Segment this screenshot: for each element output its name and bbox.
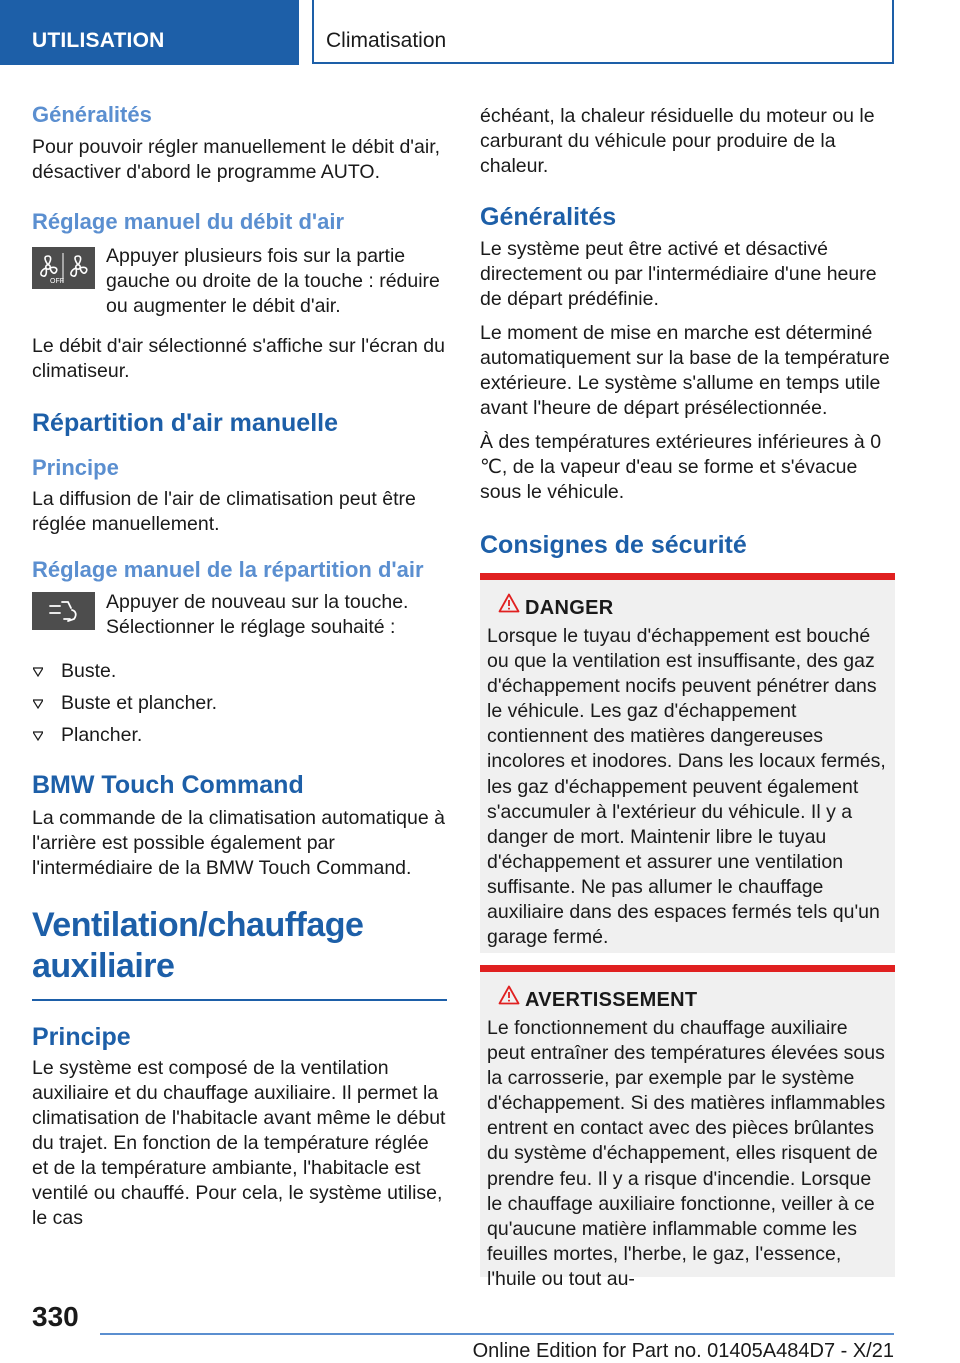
warning-notice [480, 965, 895, 1290]
paragraph-debit-affiche: Le débit d'air sélectionné s'affiche sur l'écran du climatiseur. [32, 335, 445, 382]
heading-principe: Principe [32, 455, 119, 480]
heading-repartition: Répartition d'air manuelle [32, 409, 339, 437]
left-column [32, 100, 447, 1231]
chapter-title: Climatisation [326, 29, 447, 52]
heading-generalites: Généralités [32, 102, 152, 127]
heading-consignes: Consignes de sécurité [480, 531, 747, 559]
paragraph-reglage-repartition: Appuyer de nouveau sur la touche. Sélectionner le réglage souhaité : [106, 591, 409, 638]
triangle-bullet-icon [33, 731, 43, 741]
heading-ventilation: Ventilation/chauffage auxiliaire [32, 906, 364, 985]
chapter-tab [312, 0, 894, 64]
warning-text: Le fonctionnement du chauffage auxiliaire peut entraîner des températures élevées sous la carrosserie, par exemple par le système d'échappement. Si des matières inflammables entrent en contact avec des pièces brûlantes du système d'échappement, elles risquent de prendre feu. Il y a risque d'incendie. Lorsque le chauffage auxiliaire fonctionne, veiller à ce qu'aucune matière inflammable comme les feuilles mortes, l'herbe, le gaz, l'essence, l'huile ou tout au- [487, 1017, 886, 1290]
warning-title [487, 982, 887, 1016]
heading-generalites-2: Généralités [480, 203, 617, 231]
paragraph-generalites-3: À des températures extérieures inférieures à 0 ℃, de la vapeur d'eau se forme et s'évacue sous le véhicule. [480, 431, 882, 503]
page-number: 330 [32, 1301, 79, 1332]
footer-rule [100, 1333, 894, 1335]
danger-notice [480, 573, 895, 953]
right-column [480, 104, 895, 561]
fan-button-row [32, 244, 447, 319]
paragraph-generalites-1: Le système peut être activé et désactivé directement ou par l'intermédiaire d'une heure de départ prédéfinie. [480, 238, 877, 310]
heading-principe-2: Principe [32, 1023, 131, 1051]
list-item: Plancher. [32, 723, 447, 748]
warning-label: AVERTISSEMENT [525, 989, 698, 1011]
fan-button-image [32, 247, 95, 289]
paragraph-touch-command: La commande de la climatisation automatique à l'arrière est possible également par l'intermédiaire de la BMW Touch Command. [32, 807, 445, 879]
paragraph-generalites: Pour pouvoir régler manuellement le débit d'air, désactiver d'abord le programme AUTO. [32, 136, 441, 183]
section-title: UTILISATION [32, 29, 165, 52]
distribution-options-list [32, 659, 447, 748]
warning-triangle-icon [498, 593, 520, 613]
paragraph-generalites-2: Le moment de mise en marche est déterminé automatiquement sur la base de la température extérieure. Le système s'allume en temps utile avant l'heure de départ présélectionnée. [480, 322, 890, 419]
triangle-bullet-icon [33, 699, 43, 709]
triangle-bullet-icon [33, 667, 43, 677]
list-item: Buste. [32, 659, 447, 684]
heading-reglage-debit: Réglage manuel du débit d'air [32, 209, 345, 234]
list-item: Buste et plancher. [32, 691, 447, 716]
paragraph-continuation: échéant, la chaleur résiduelle du moteur ou le carburant du véhicule pour produire de la chaleur. [480, 105, 875, 177]
fan-off-label: OFF [50, 278, 64, 285]
warning-triangle-icon [498, 985, 520, 1005]
air-distribution-button-image [32, 592, 95, 630]
danger-text: Lorsque le tuyau d'échappement est bouché ou que la ventilation est insuffisante, des gaz d'échappement nocifs peuvent pénétrer dans le véhicule. Les gaz d'échappement contiennent des matières dangereuses incolores et inodores. Dans les locaux fermés, les gaz d'échappement peuvent également s'accumuler à l'extérieur du véhicule. Il y a danger de mort. Maintenir libre le tuyau d'échappement et assurer une ventilation suffisante. Ne pas allumer le chauffage auxiliaire dans des espaces fermés tels qu'un garage fermé. [487, 625, 886, 949]
paragraph-principe-2: Le système est composé de la ventilation auxiliaire et du chauffage auxiliaire. Il permet la climatisation de l'habitacle avant même le début du trajet. En fonction de la température réglée et de la température ambiante, l'habitacle est ventilé ou chauffé. Pour cela, le système utilise, le cas [32, 1057, 446, 1229]
heading-touch-command: BMW Touch Command [32, 771, 304, 799]
edition-note: Online Edition for Part no. 01405A484D7 - X/21 [472, 1340, 894, 1362]
air-distribution-icon [32, 592, 95, 630]
warning-bar [480, 965, 895, 972]
danger-title [487, 590, 887, 624]
fan-icon [32, 247, 95, 289]
section-tab [0, 0, 299, 65]
air-distribution-button-row [32, 590, 447, 640]
paragraph-reglage-debit: Appuyer plusieurs fois sur la partie gauche ou droite de la touche : réduire ou augmenter le débit d'air. [106, 245, 440, 317]
danger-label: DANGER [525, 597, 614, 619]
paragraph-principe: La diffusion de l'air de climatisation peut être réglée manuellement. [32, 488, 416, 535]
danger-bar [480, 573, 895, 580]
heading-reglage-repartition: Réglage manuel de la répartition d'air [32, 557, 424, 582]
